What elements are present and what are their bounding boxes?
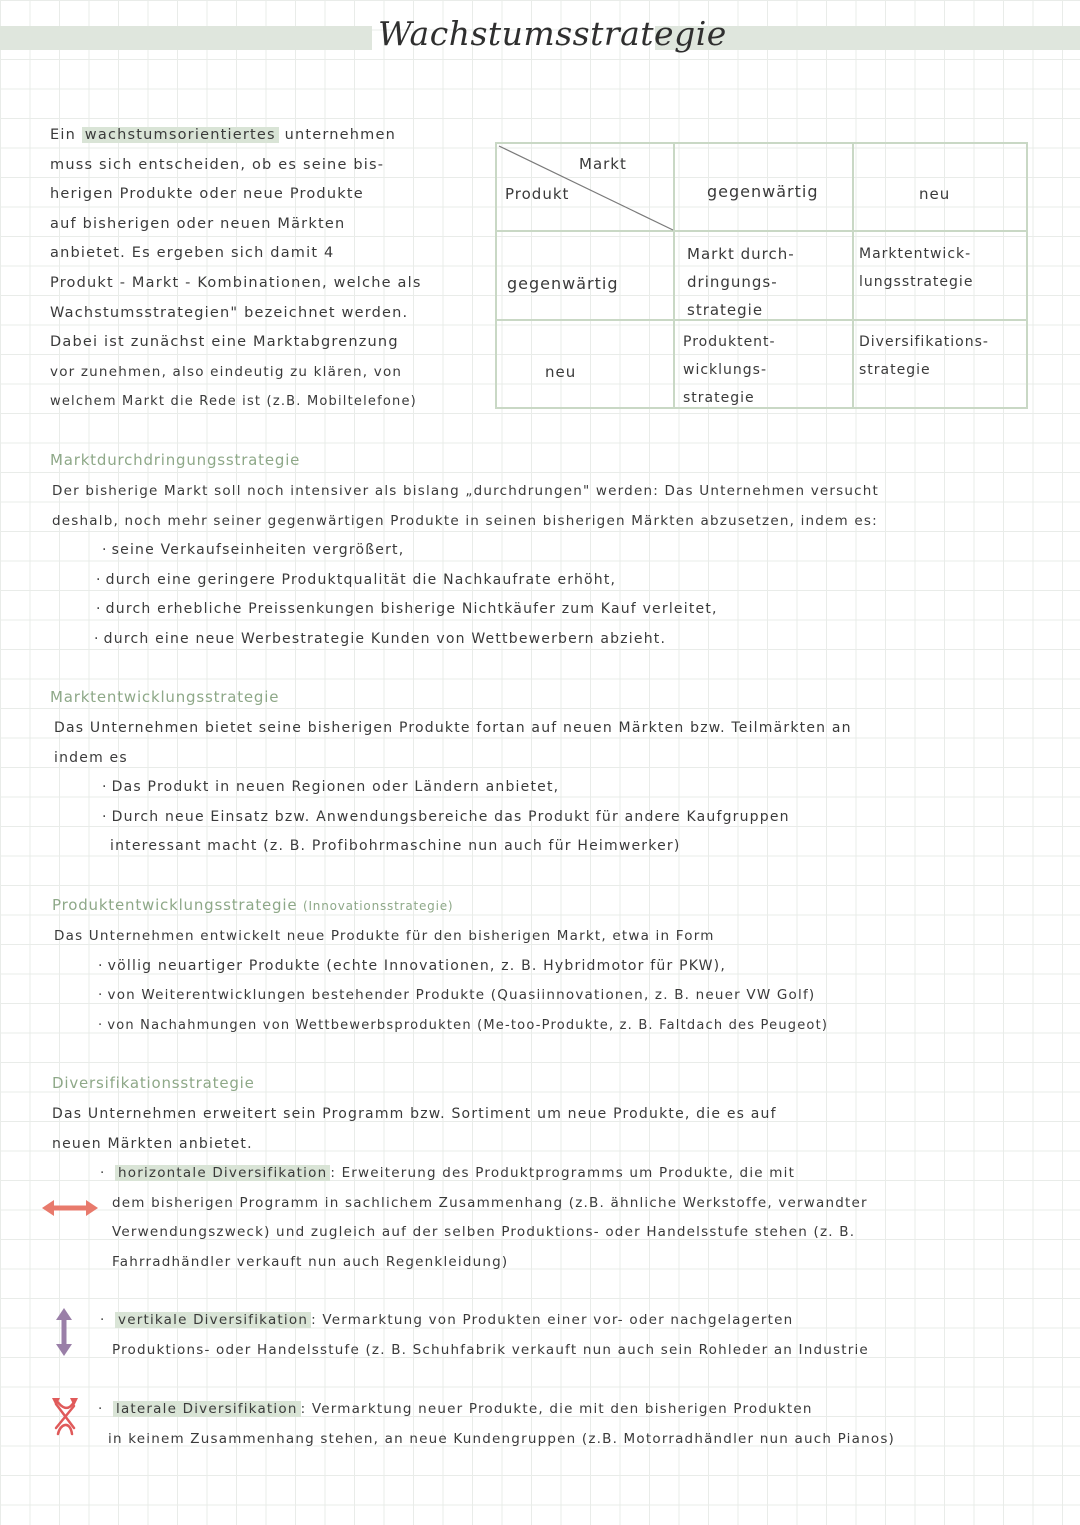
section-produktentwicklung [54, 922, 828, 1040]
section-marktentwicklung [54, 714, 852, 862]
cell-line: wicklungs- [683, 362, 768, 378]
horizontal-arrow-icon [40, 1196, 100, 1220]
intro-word: unternehmen [284, 127, 396, 143]
cell-line: strategie [683, 390, 755, 406]
col-header-gegenwaertig: gegenwärtig [707, 182, 819, 201]
intro-line [50, 121, 490, 151]
heading-produktentwicklung [52, 896, 453, 914]
bullet-item: · seine Verkaufseinheiten vergrößert, [102, 536, 879, 566]
cell-marktdurchdringung [687, 240, 795, 324]
title-bar-left [0, 26, 372, 50]
heading-diversifikation: Diversifikationsstrategie [52, 1074, 255, 1092]
corner-produkt: Produkt [505, 185, 570, 203]
body-line: Fahrradhändler verkauft nun auch Regenkleidung) [112, 1253, 509, 1270]
body-line: Verwendungszweck) und zugleich auf der selben Produktions- oder Handelsstufe stehen (z. B. [112, 1224, 856, 1241]
bullet-item: · von Weiterentwicklungen bestehender Produkte (Quasiinnovationen, z. B. neuer VW Golf) [98, 981, 828, 1011]
section-marktdurchdringung [52, 477, 879, 655]
bullet-continuation: interessant macht (z. B. Profibohrmaschine nun auch für Heimwerker) [110, 838, 681, 855]
vertical-arrow-icon [52, 1306, 76, 1358]
cell-line: Diversifikations- [859, 334, 989, 350]
cell-produktentwicklung [683, 328, 776, 412]
col-header-neu: neu [919, 185, 951, 203]
heading-note: (Innovationsstrategie) [302, 899, 454, 913]
intro-line: herigen Produkte oder neue Produkte [50, 186, 364, 203]
body-line: Das Unternehmen erweitert sein Programm bzw. Sortiment um neue Produkte, die es auf [52, 1106, 777, 1122]
body-line: Das Unternehmen entwickelt neue Produkte für den bisherigen Markt, etwa in Form [54, 928, 715, 944]
laterale-diversifikation [98, 1395, 895, 1454]
intro-line: muss sich entscheiden, ob es seine bis- [50, 156, 385, 173]
cell-line: strategie [687, 301, 764, 319]
intro-line: anbietet. Es ergeben sich damit 4 [50, 245, 335, 262]
corner-markt: Markt [579, 155, 627, 173]
cell-line: strategie [859, 362, 931, 378]
horizontal-diversifikation [100, 1159, 868, 1277]
heading-marktentwicklung: Marktentwicklungsstrategie [50, 688, 280, 706]
horizontal-label: horizontale Diversifikation [115, 1165, 330, 1181]
row-header-neu: neu [545, 363, 577, 381]
intro-highlight: wachstumsorientiertes [82, 127, 279, 143]
heading-marktdurchdringung: Marktdurchdringungsstrategie [50, 451, 301, 469]
body-line: indem es [54, 749, 128, 766]
lateral-arrow-icon [50, 1394, 80, 1440]
lateral-text: : Vermarktung neuer Produkte, die mit den bisherigen Produkten [300, 1401, 813, 1417]
body-line: Der bisherige Markt soll noch intensiver als bislang „durchdrungen" werden: Das Unternehmen versucht [52, 483, 880, 499]
body-line: Das Unternehmen bietet seine bisherigen Produkte fortan auf neuen Märkten bzw. Teilmärkten an [54, 720, 852, 736]
cell-line: Marktentwick- [859, 246, 972, 262]
intro-line: auf bisherigen oder neuen Märkten [50, 215, 346, 232]
body-line: Produktions- oder Handelsstufe (z. B. Schuhfabrik verkauft nun auch sein Rohleder an Industrie [112, 1341, 869, 1358]
intro-word: Ein [50, 127, 76, 143]
section-diversifikation [52, 1100, 777, 1159]
vertikal-text: : Vermarktung von Produkten einer vor- oder nachgelagerten [311, 1312, 794, 1328]
cell-line: dringungs- [687, 273, 778, 291]
cell-line: lungsstrategie [859, 274, 974, 290]
matrix-divider [852, 144, 854, 407]
cell-line: Markt durch- [687, 245, 795, 263]
body-line: dem bisherigen Programm in sachlichem Zusammenhang (z.B. ähnliche Werkstoffe, verwandter [112, 1194, 868, 1211]
bullet-item: · durch eine neue Werbestrategie Kunden von Wettbewerbern abzieht. [94, 625, 879, 655]
bullet-item: · von Nachahmungen von Wettbewerbsprodukten (Me-too-Produkte, z. B. Faltdach des Peugeot) [98, 1011, 828, 1041]
page-title: Wachstumsstrategie [378, 14, 727, 53]
body-line: deshalb, noch mehr seiner gegenwärtigen Produkte in seinen bisherigen Märkten abzusetzen, indem es: [52, 512, 878, 529]
cell-marktentwicklung [859, 240, 973, 296]
ansoff-matrix [495, 142, 1028, 409]
cell-line: Produktent- [683, 334, 776, 350]
intro-line: Produkt - Markt - Kombinationen, welche als [50, 274, 422, 291]
intro-line: vor zunehmen, also eindeutig zu klären, von [50, 363, 403, 380]
intro-line: Dabei ist zunächst eine Marktabgrenzung [50, 334, 399, 351]
row-header-gegenwaertig: gegenwärtig [507, 274, 619, 293]
vertikale-diversifikation [100, 1306, 869, 1365]
intro-line: welchem Markt die Rede ist (z.B. Mobiltelefone) [50, 394, 417, 410]
intro-text [50, 121, 490, 417]
heading-text: Produktentwicklungsstrategie [52, 896, 298, 914]
bullet-item: · durch erhebliche Preissenkungen bisherige Nichtkäufer zum Kauf verleitet, [96, 595, 879, 625]
body-line: neuen Märkten anbietet. [52, 1135, 253, 1152]
bullet-item: · Das Produkt in neuen Regionen oder Ländern anbietet, [102, 773, 852, 803]
body-line: in keinem Zusammenhang stehen, an neue Kundengruppen (z.B. Motorradhändler nun auch Pianos) [108, 1430, 896, 1447]
bullet-item: · völlig neuartiger Produkte (echte Innovationen, z. B. Hybridmotor für PKW), [98, 952, 828, 982]
cell-diversifikation [859, 328, 989, 384]
vertikal-label: vertikale Diversifikation [115, 1312, 311, 1328]
horizontal-text: : Erweiterung des Produktprogramms um Produkte, die mit [330, 1165, 796, 1181]
lateral-label: laterale Diversifikation [113, 1401, 301, 1417]
intro-line: Wachstumsstrategien" bezeichnet werden. [50, 304, 409, 321]
bullet-item: · durch eine geringere Produktqualität die Nachkaufrate erhöht, [96, 566, 879, 596]
bullet-item: · Durch neue Einsatz bzw. Anwendungsbereiche das Produkt für andere Kaufgruppen [102, 803, 852, 833]
